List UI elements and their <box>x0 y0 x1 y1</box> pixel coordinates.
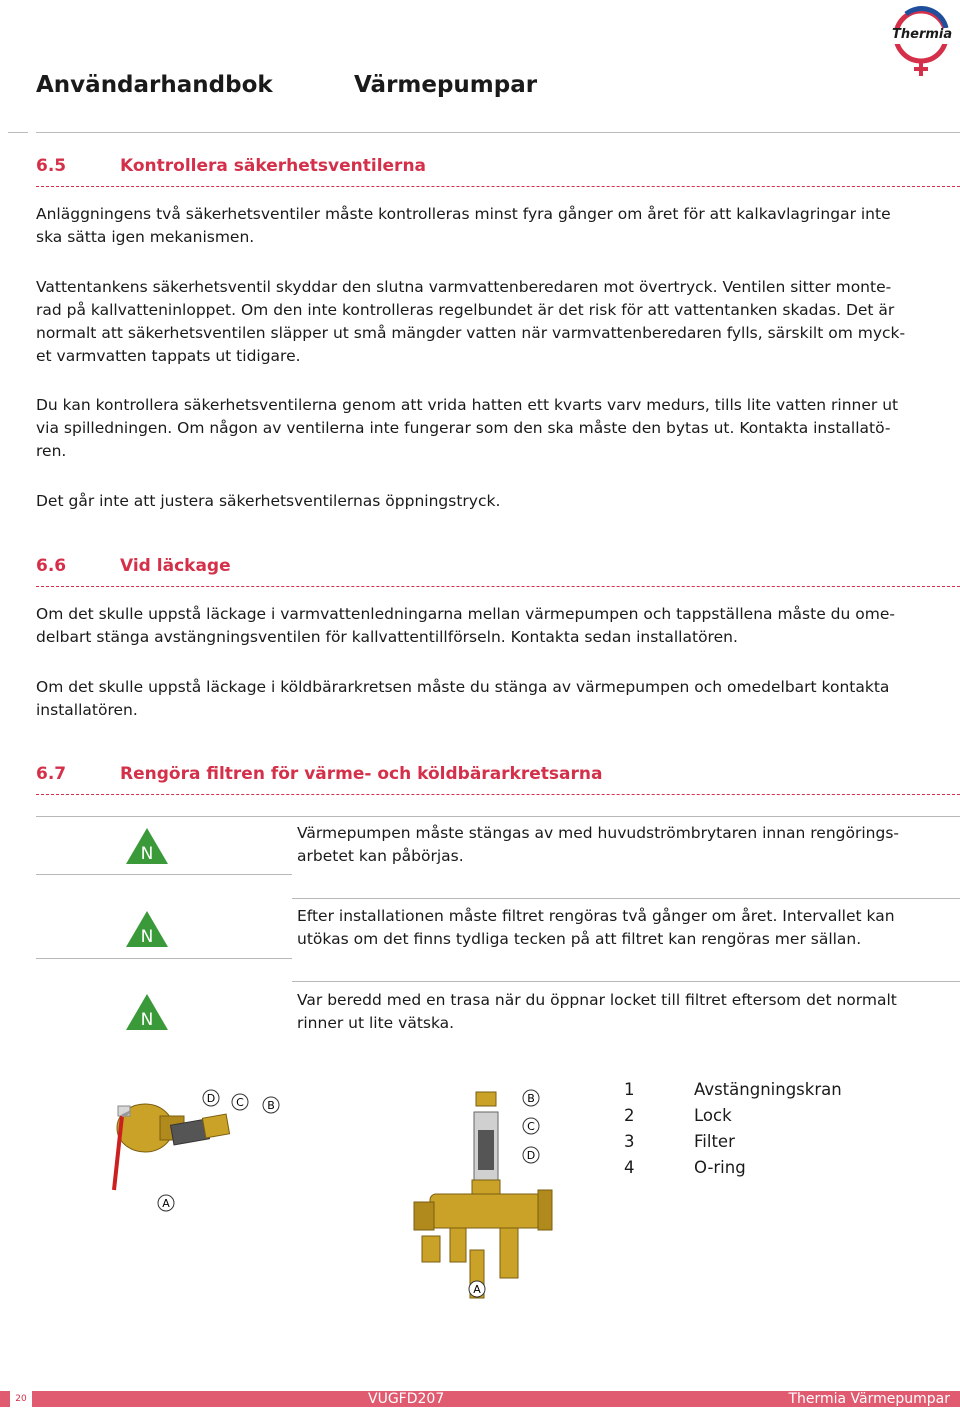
header-divider <box>36 132 960 133</box>
callout-d <box>202 1089 220 1111</box>
text-line: installatören. <box>36 701 138 719</box>
section-divider <box>36 586 960 587</box>
text-line: Anläggningens två säkerhetsventiler måste kontrolleras minst fyra gånger om året för att kalkavlagringar inte <box>36 205 891 223</box>
legend-number: 4 <box>624 1158 635 1177</box>
svg-text:B: B <box>527 1092 535 1105</box>
paragraph <box>36 394 946 463</box>
paragraph <box>36 276 946 368</box>
header-divider-short <box>8 132 28 133</box>
thermia-logo <box>886 6 956 78</box>
text-line: Du kan kontrollera säkerhetsventilerna genom att vrida hatten ett kvarts varv medurs, tills lite vatten rinner ut <box>36 396 899 414</box>
legend-item <box>624 1077 944 1103</box>
document-subtitle: Värmepumpar <box>354 72 538 98</box>
document-title: Användarhandbok <box>36 72 273 98</box>
text-line: Om det skulle uppstå läckage i varmvattenledningarna mellan värmepumpen och tappställena måste du ome- <box>36 605 895 623</box>
logo-text: Thermia <box>892 27 953 42</box>
text-line: Om det skulle uppstå läckage i köldbärarkretsen måste du stänga av värmepumpen och omedelbart kontakta <box>36 678 890 696</box>
svg-text:C: C <box>236 1096 244 1109</box>
callout-b <box>522 1089 540 1111</box>
legend-label: Filter <box>694 1132 735 1151</box>
text-line: ska sätta igen mekanismen. <box>36 228 255 246</box>
text-line: ren. <box>36 442 67 460</box>
text-line: Det går inte att justera säkerhetsventilernas öppningstryck. <box>36 492 501 510</box>
paragraph <box>36 603 946 649</box>
footer-bar <box>0 1391 960 1407</box>
notice-text <box>297 989 947 1035</box>
notice-rule <box>36 816 960 817</box>
footer-brand: Thermia Värmepumpar <box>788 1391 950 1407</box>
text-line: Var beredd med en trasa när du öppnar locket till filtret eftersom det normalt <box>297 991 897 1009</box>
warning-icon <box>124 992 170 1036</box>
section-number: 6.7 <box>36 764 67 784</box>
svg-text:C: C <box>527 1120 535 1133</box>
legend-item <box>624 1129 944 1155</box>
callout-c <box>231 1093 249 1115</box>
svg-text:D: D <box>526 1149 536 1162</box>
callout-b <box>262 1096 280 1118</box>
text-line: et varmvatten tappats ut tidigare. <box>36 347 301 365</box>
section-title: Kontrollera säkerhetsventilerna <box>120 156 427 176</box>
legend-label: Avstängningskran <box>694 1080 842 1099</box>
notice-rule <box>292 981 960 982</box>
section-divider <box>36 794 960 795</box>
svg-text:A: A <box>162 1197 170 1210</box>
text-line: utökas om det finns tydliga tecken på att filtret kan rengöras mer sällan. <box>297 930 862 948</box>
svg-text:B: B <box>267 1099 275 1112</box>
legend-label: O-ring <box>694 1158 746 1177</box>
section-heading-6-6 <box>36 556 936 578</box>
text-line: Efter installationen måste filtret rengöras två gånger om året. Intervallet kan <box>297 907 895 925</box>
warning-icon-letter: N <box>140 844 154 864</box>
paragraph <box>36 490 946 513</box>
notice-text <box>297 822 947 868</box>
text-line: rinner ut lite vätska. <box>297 1014 455 1032</box>
section-number: 6.5 <box>36 156 67 176</box>
callout-c <box>522 1117 540 1139</box>
legend-item <box>624 1103 944 1129</box>
text-line: Värmepumpen måste stängas av med huvudströmbrytaren innan rengörings- <box>297 824 900 842</box>
section-title: Rengöra filtren för värme- och köldbärarkretsarna <box>120 764 603 784</box>
section-heading-6-7 <box>36 764 936 786</box>
section-heading-6-5 <box>36 156 936 178</box>
paragraph <box>36 676 946 722</box>
section-title: Vid läckage <box>120 556 231 576</box>
paragraph <box>36 203 946 249</box>
callout-a <box>157 1194 175 1216</box>
warning-icon-letter: N <box>140 927 154 947</box>
text-line: normalt att säkerhetsventilen släpper ut små mängder vatten när varmvattenberedaren fylls, särskilt om myck- <box>36 324 906 342</box>
legend-number: 1 <box>624 1080 635 1099</box>
page-number: 20 <box>10 1391 32 1407</box>
svg-text:D: D <box>206 1092 216 1105</box>
legend-number: 2 <box>624 1106 635 1125</box>
section-divider <box>36 186 960 187</box>
notice-text <box>297 905 947 951</box>
document-code: VUGFD207 <box>368 1391 445 1407</box>
text-line: delbart stänga avstängningsventilen för kallvattentillförseln. Kontakta sedan installatören. <box>36 628 738 646</box>
text-line: rad på kallvatteninloppet. Om den inte kontrolleras regelbundet är det risk för att vattentanken skadas. Det är <box>36 301 895 319</box>
legend-number: 3 <box>624 1132 635 1151</box>
notice-rule <box>292 898 960 899</box>
svg-text:A: A <box>473 1283 481 1296</box>
legend-item <box>624 1155 944 1181</box>
section-number: 6.6 <box>36 556 67 576</box>
warning-icon-letter: N <box>140 1010 154 1030</box>
text-line: Vattentankens säkerhetsventil skyddar den slutna varmvattenberedaren mot övertryck. Ventilen sitter monte- <box>36 278 892 296</box>
legend-label: Lock <box>694 1106 732 1125</box>
callout-a <box>468 1280 486 1302</box>
notice-rule <box>36 874 292 875</box>
text-line: arbetet kan påbörjas. <box>297 847 464 865</box>
text-line: via spilledningen. Om någon av ventilerna inte fungerar som den ska måste den bytas ut. Kontakta installatö- <box>36 419 891 437</box>
notice-rule <box>36 958 292 959</box>
warning-icon <box>124 909 170 953</box>
callout-d <box>522 1146 540 1168</box>
warning-icon <box>124 826 170 870</box>
